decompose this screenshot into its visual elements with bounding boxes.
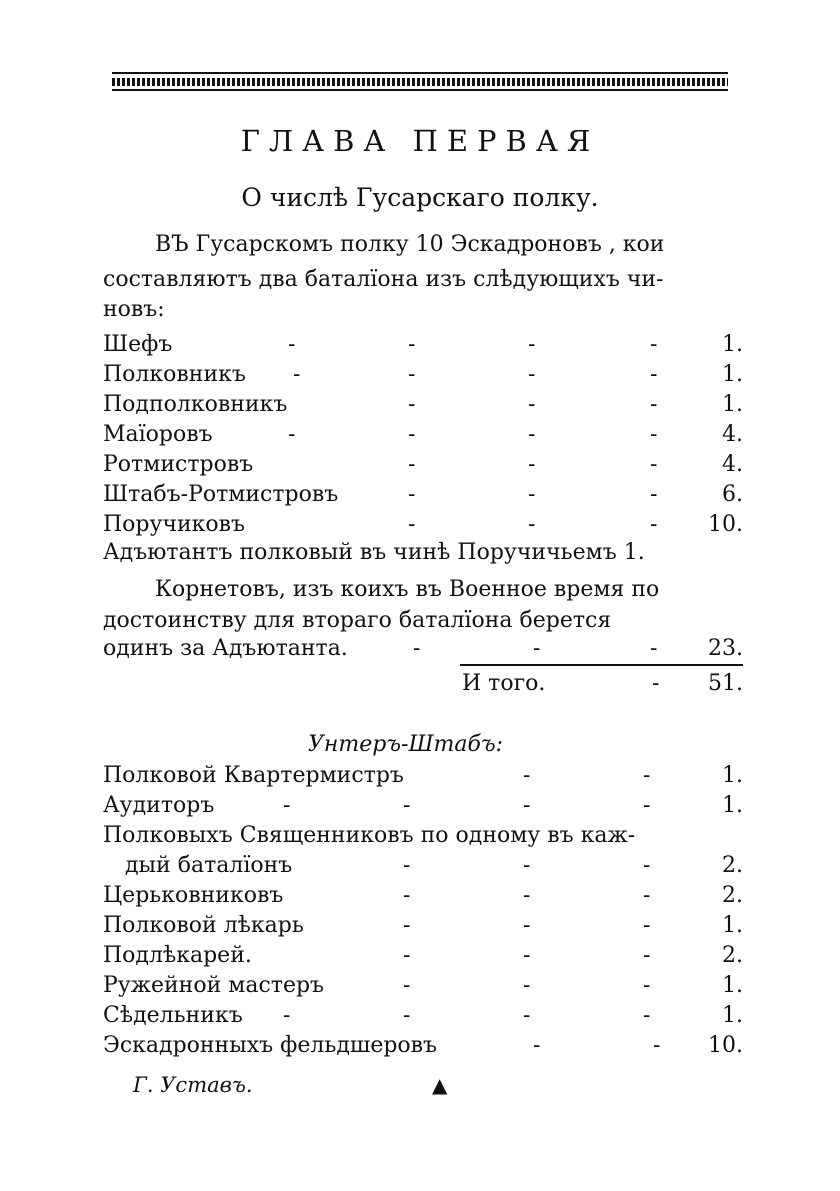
leader-dash: - — [523, 853, 531, 878]
staff-count: 1. — [722, 973, 743, 998]
staff-count: 1. — [722, 1003, 743, 1028]
staff-row-saddler — [103, 1003, 743, 1033]
staff-count: 2. — [722, 883, 743, 908]
leader-dash: - — [650, 332, 658, 357]
rank-row-chief — [103, 332, 743, 362]
triangle-mark-icon: ▲ — [432, 1073, 448, 1097]
rank-label: Штабъ-Ротмистровъ — [103, 482, 339, 507]
cornets-line-3: одинъ за Адъютанта. — [103, 636, 348, 661]
staff-count: 1. — [722, 913, 743, 938]
leader-dash: - — [643, 793, 651, 818]
leader-dash: - — [650, 636, 658, 661]
staff-count: 10. — [708, 1033, 743, 1058]
leader-dash: - — [643, 943, 651, 968]
leader-dash: - — [523, 1003, 531, 1028]
staff-row-priests-cont — [103, 853, 743, 883]
staff-label: Полковой Квартермистръ — [103, 763, 404, 788]
leader-dash: - — [403, 793, 411, 818]
leader-dash: - — [288, 332, 296, 357]
rank-label: Маїоровъ — [103, 422, 213, 447]
leader-dash: - — [650, 452, 658, 477]
leader-dash: - — [643, 973, 651, 998]
leader-dash: - — [283, 793, 291, 818]
leader-dash: - — [283, 1003, 291, 1028]
leader-dash: - — [643, 763, 651, 788]
leader-dash: - — [403, 973, 411, 998]
sum-rule — [460, 664, 743, 666]
total-label: И того. — [462, 671, 546, 696]
staff-label: Полковыхъ Священниковъ по одному въ каж- — [103, 823, 636, 848]
staff-row-priests — [103, 823, 743, 853]
top-ornament-rule — [112, 68, 728, 98]
staff-row-assistant-doctors — [103, 943, 743, 973]
leader-dash: - — [523, 973, 531, 998]
leader-dash: - — [403, 1003, 411, 1028]
leader-dash: - — [650, 392, 658, 417]
staff-label: Подлѣкарей. — [103, 943, 252, 968]
leader-dash: - — [523, 793, 531, 818]
leader-dash: - — [293, 362, 301, 387]
cornets-line-1: Корнетовъ, изъ коихъ въ Военное время по — [155, 577, 660, 602]
staff-count: 1. — [722, 763, 743, 788]
staff-count: 1. — [722, 793, 743, 818]
leader-dash: - — [408, 422, 416, 447]
leader-dash: - — [523, 943, 531, 968]
rank-row-colonel — [103, 362, 743, 392]
leader-dash: - — [650, 512, 658, 537]
chapter-title: ГЛАВА ПЕРВАЯ — [240, 124, 600, 158]
staff-label: Церьковниковъ — [103, 883, 284, 908]
leader-dash: - — [403, 883, 411, 908]
staff-label: Аудиторъ — [103, 793, 215, 818]
leader-dash: - — [650, 422, 658, 447]
staff-row-feldshers — [103, 1033, 743, 1063]
leader-dash: - — [528, 332, 536, 357]
staff-label: Сѣдельникъ — [103, 1003, 243, 1028]
leader-dash: - — [528, 362, 536, 387]
rank-label: Шефъ — [103, 332, 173, 357]
leader-dash: - — [408, 482, 416, 507]
leader-dash: - — [528, 422, 536, 447]
staff-label: дый баталїонъ — [125, 853, 293, 878]
staff-row-auditor — [103, 793, 743, 823]
leader-dash: - — [408, 452, 416, 477]
leader-dash: - — [650, 362, 658, 387]
rank-count: 4. — [722, 452, 743, 477]
leader-dash: - — [288, 422, 296, 447]
rank-count: 1. — [722, 392, 743, 417]
staff-count: 2. — [722, 943, 743, 968]
leader-dash: - — [533, 1033, 541, 1058]
leader-dash: - — [523, 913, 531, 938]
leader-dash: - — [528, 482, 536, 507]
leader-dash: - — [408, 332, 416, 357]
intro-line-1: ВЪ Гусарскомъ полку 10 Эскадроновъ , кои — [155, 232, 665, 257]
leader-dash: - — [643, 1003, 651, 1028]
staff-row-doctor — [103, 913, 743, 943]
leader-dash: - — [528, 512, 536, 537]
chapter-subtitle: О числѣ Гусарскаго полку. — [241, 183, 599, 212]
leader-dash: - — [403, 853, 411, 878]
rank-label: Поручиковъ — [103, 512, 246, 537]
leader-dash: - — [403, 943, 411, 968]
staff-row-gunsmith — [103, 973, 743, 1003]
adjutant-line: Адъютантъ полковый въ чинѣ Поручичьемъ 1. — [103, 540, 645, 565]
staff-label: Эскадронныхъ фельдшеровъ — [103, 1033, 438, 1058]
leader-dash: - — [408, 362, 416, 387]
rank-count: 1. — [722, 362, 743, 387]
leader-dash: - — [408, 392, 416, 417]
rank-count: 4. — [722, 422, 743, 447]
leader-dash: - — [643, 913, 651, 938]
leader-dash: - — [533, 636, 541, 661]
rank-row-lieutenant-colonel — [103, 392, 743, 422]
intro-line-2: составляютъ два баталїона изъ слѣдующихъ чи- — [103, 267, 664, 292]
leader-dash: - — [643, 853, 651, 878]
leader-dash: - — [413, 636, 421, 661]
staff-label: Полковой лѣкарь — [103, 913, 304, 938]
leader-dash: - — [650, 482, 658, 507]
leader-dash: - — [643, 883, 651, 908]
footer-signature: Г. Уставъ. — [133, 1073, 253, 1097]
leader-dash: - — [528, 392, 536, 417]
total-row — [462, 671, 743, 701]
leader-dash: - — [523, 883, 531, 908]
cornets-row — [103, 636, 743, 666]
staff-count: 2. — [722, 853, 743, 878]
rank-count: 6. — [722, 482, 743, 507]
rank-row-majors — [103, 422, 743, 452]
cornets-line-2: достоинству для втораго баталїона берется — [103, 608, 612, 633]
rank-count: 1. — [722, 332, 743, 357]
rank-row-captains — [103, 452, 743, 482]
intro-line-3: новъ: — [103, 297, 165, 322]
staff-row-quartermaster — [103, 763, 743, 793]
rank-row-lieutenants — [103, 512, 743, 542]
leader-dash: - — [403, 913, 411, 938]
rank-row-staff-captains — [103, 482, 743, 512]
leader-dash: - — [408, 512, 416, 537]
rank-label: Полковникъ — [103, 362, 246, 387]
cornets-count: 23. — [708, 636, 743, 661]
total-value: 51. — [708, 671, 743, 696]
staff-section-title: Унтеръ-Штабъ: — [308, 732, 504, 757]
leader-dash: - — [528, 452, 536, 477]
leader-dash: - — [653, 1033, 661, 1058]
leader-dash: - — [523, 763, 531, 788]
staff-row-churchmen — [103, 883, 743, 913]
rank-label: Подполковникъ — [103, 392, 288, 417]
staff-label: Ружейной мастеръ — [103, 973, 325, 998]
rank-count: 10. — [708, 512, 743, 537]
rank-label: Ротмистровъ — [103, 452, 254, 477]
leader-dash: - — [652, 671, 660, 696]
